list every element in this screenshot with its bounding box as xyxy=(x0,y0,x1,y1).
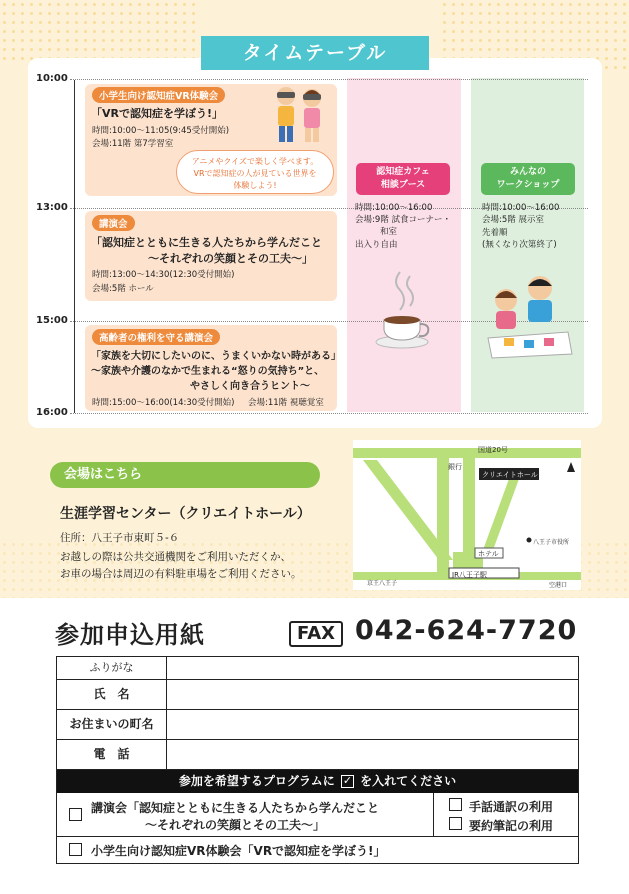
cafe-badge xyxy=(356,163,450,195)
time-line xyxy=(70,413,588,414)
sign-language-checkbox[interactable] xyxy=(449,798,462,811)
kids-vr-illustration xyxy=(268,82,330,150)
rights-lecture-title-line1: 「家族を大切にしたいのに、うまくいかない時がある」 xyxy=(91,351,341,362)
map-create-hall-label: クリエイトホール xyxy=(482,471,538,479)
bubble-line: 体験しよう! xyxy=(233,181,277,190)
phone-label: 電 話 xyxy=(57,740,167,769)
workshop-line: 先着順 xyxy=(482,228,508,238)
form-row xyxy=(57,710,578,740)
form-row xyxy=(57,657,578,680)
workshop-badge-line: みんなの xyxy=(509,167,546,177)
cafe-badge-line: 認知症カフェ xyxy=(376,167,430,177)
map-station-label: JR八王子駅 xyxy=(452,571,487,579)
venue-name: 生涯学習センター（クリエイトホール） xyxy=(60,506,311,522)
lecture-badge: 講演会 xyxy=(92,215,135,231)
lecture-place: 会場:5階 ホール xyxy=(92,284,154,294)
venue-note: お車の場合は周辺の有料駐車場をご利用ください。 xyxy=(60,568,302,580)
lecture-time: 時間:13:00～14:30(12:30受付開始) xyxy=(92,270,235,280)
lecture-checkbox[interactable] xyxy=(69,808,82,821)
rights-lecture-title-line3: やさしく向き合うヒント～ xyxy=(190,381,310,392)
application-form xyxy=(56,656,579,864)
name-label: 氏 名 xyxy=(57,680,167,709)
workshop-illustration xyxy=(484,268,574,360)
venue-note: お越しの際は公共交通機関をご利用いただくか、 xyxy=(60,551,291,563)
vr-event-place: 会場:11階 第7学習室 xyxy=(92,139,174,149)
lecture-title-line2: ～それぞれの笑顔とその工夫～」 xyxy=(148,252,313,265)
vr-event-badge: 小学生向け認知症VR体験会 xyxy=(92,87,225,103)
program-row-lecture xyxy=(57,793,578,837)
rights-lecture-title-line2: ～家族や介護のなかで生まれる“怒りの気持ち”と、 xyxy=(91,366,325,377)
cafe-line: 会場:9階 試食コーナー・ xyxy=(355,215,451,225)
time-label: 16:00 xyxy=(36,407,68,418)
rights-lecture-place: 会場:11階 視聴覚室 xyxy=(248,398,324,408)
vr-event-bubble xyxy=(176,150,334,194)
map-exit-label: 空港口 xyxy=(549,582,568,589)
workshop-line: 会場:5階 展示室 xyxy=(482,215,544,225)
coffee-cup-icon xyxy=(372,268,436,350)
form-title: 参加申込用紙 xyxy=(55,621,205,649)
cafe-line: 和室 xyxy=(380,227,398,237)
map-hotel-label: ホテル xyxy=(478,550,499,558)
vr-event-time: 時間:10:00～11:05(9:45受付開始) xyxy=(92,126,230,136)
program-lecture-line2: ～それぞれの笑顔とその工夫～」 xyxy=(145,818,326,832)
furigana-label: ふりがな xyxy=(57,657,167,679)
phone-field[interactable] xyxy=(167,740,578,769)
program-vr-label: 小学生向け認知症VR体験会「VRで認知症を学ぼう!」 xyxy=(91,844,386,858)
program-lecture-line1: 講演会「認知症とともに生きる人たちから学んだこと xyxy=(91,801,380,815)
cafe-badge-line: 相談ブース xyxy=(380,180,426,190)
program-header-text: 参加を希望するプログラムに xyxy=(178,774,335,788)
map-route-label: 国道20号 xyxy=(478,446,508,454)
form-row xyxy=(57,680,578,710)
sign-language-label: 手話通訳の利用 xyxy=(469,800,554,814)
time-label: 13:00 xyxy=(36,202,68,213)
vr-checkbox[interactable] xyxy=(69,843,82,856)
program-header-text: を入れてください xyxy=(360,774,457,788)
map-roads xyxy=(353,440,581,590)
workshop-badge-line: ワークショップ xyxy=(496,180,560,190)
checkmark-icon: ✓ xyxy=(342,774,353,787)
time-label: 10:00 xyxy=(36,73,68,84)
workshop-line: 時間:10:00～16:00 xyxy=(482,203,560,213)
divider xyxy=(433,793,434,837)
name-field[interactable] xyxy=(167,680,578,709)
workshop-line: (無くなり次第終了) xyxy=(482,240,557,250)
vr-event-title: 「VRで認知症を学ぼう!」 xyxy=(91,107,223,120)
map-cityhall-label: 八王子市役所 xyxy=(533,539,570,546)
summary-writing-label: 要約筆記の利用 xyxy=(469,819,554,833)
summary-writing-checkbox[interactable] xyxy=(449,817,462,830)
map-bank-label: 銀行 xyxy=(448,463,462,471)
bubble-line: VRで認知症の人が見ている世界を xyxy=(193,169,317,178)
form-row xyxy=(57,740,578,770)
time-line xyxy=(70,79,588,80)
rights-lecture-time: 時間:15:00～16:00(14:30受付開始) xyxy=(92,398,235,408)
time-label: 15:00 xyxy=(36,315,68,326)
lecture-title-line1: 「認知症とともに生きる人たちから学んだこと xyxy=(91,236,322,249)
timeline-axis xyxy=(74,80,75,413)
rights-lecture-badge: 高齢者の権利を守る講演会 xyxy=(92,329,220,345)
fax-label: FAX xyxy=(289,621,343,647)
venue-badge: 会場はこちら xyxy=(50,462,320,488)
dot-pattern xyxy=(0,0,200,60)
timetable-title: タイムテーブル xyxy=(201,36,429,70)
cafe-line: 時間:10:00～16:00 xyxy=(355,203,433,213)
town-label: お住まいの町名 xyxy=(57,710,167,739)
fax-number: 042-624-7720 xyxy=(355,615,578,646)
furigana-field[interactable] xyxy=(167,657,578,679)
map-keio-label: 京王八王子 xyxy=(367,580,398,587)
venue-map xyxy=(353,440,581,590)
venue-address: 住所：八王子市東町５-６ xyxy=(60,532,180,544)
cafe-line: 出入り自由 xyxy=(355,240,398,250)
workshop-badge xyxy=(481,163,575,195)
program-header xyxy=(57,770,578,793)
town-field[interactable] xyxy=(167,710,578,739)
program-row-vr xyxy=(57,837,578,863)
bubble-line: アニメやクイズで楽しく学べます。 xyxy=(191,157,319,166)
